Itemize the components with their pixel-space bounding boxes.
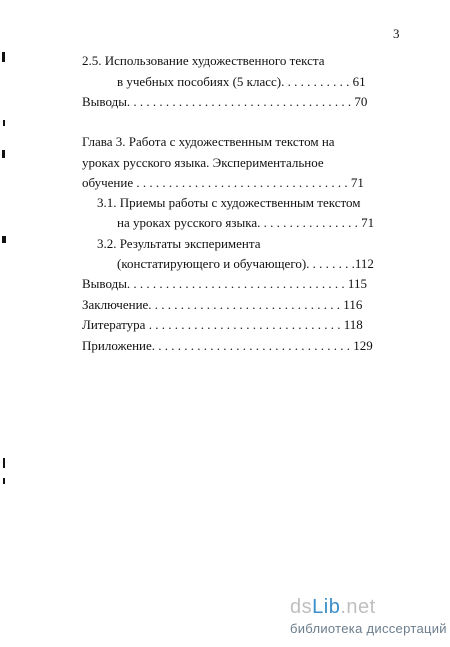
scan-artifact <box>2 236 6 243</box>
toc-entry-2-5-cont: в учебных пособиях (5 класс). . . . . . . . . . . 61 <box>117 74 366 89</box>
dslib-logo: dsLib.net <box>290 596 376 618</box>
scan-artifact <box>2 52 5 62</box>
toc-entry-conclusion: Заключение. . . . . . . . . . . . . . . . . . . . . . . . . . . . . . 116 <box>82 297 363 312</box>
toc-entry-conclusions-ch3: Выводы. . . . . . . . . . . . . . . . . . . . . . . . . . . . . . . . . . 115 <box>82 276 367 291</box>
toc-entry-2-5: 2.5. Использование художественного текста <box>82 53 325 68</box>
toc-entry-chapter-3-end: обучение . . . . . . . . . . . . . . . . . . . . . . . . . . . . . . . . . 71 <box>82 175 364 190</box>
toc-entry-3-2-cont: (констатирующего и обучающего). . . . . . . .112 <box>117 256 374 271</box>
scan-artifact <box>2 150 5 158</box>
toc-entry-3-1-cont: на уроках русского языка. . . . . . . . . . . . . . . . 71 <box>117 215 375 230</box>
dslib-watermark <box>290 596 447 636</box>
toc-entry-references: Литература . . . . . . . . . . . . . . . . . . . . . . . . . . . . . . 118 <box>82 317 363 332</box>
dslib-tagline: библиотека диссертаций <box>290 621 447 636</box>
scan-artifact <box>3 120 5 126</box>
page-number: 3 <box>393 26 400 41</box>
toc-entry-3-1: 3.1. Приемы работы с художественным текстом <box>97 195 361 210</box>
scan-artifact <box>3 458 5 468</box>
toc-entry-conclusions-ch2: Выводы. . . . . . . . . . . . . . . . . . . . . . . . . . . . . . . . . . . 70 <box>82 94 368 109</box>
toc-entry-chapter-3: Глава 3. Работа с художественным текстом на <box>82 134 335 149</box>
scan-artifact <box>3 478 5 484</box>
toc-entry-chapter-3-cont: уроках русского языка. Экспериментальное <box>82 155 324 170</box>
toc-entry-3-2: 3.2. Результаты эксперимента <box>97 236 261 251</box>
toc-entry-appendix: Приложение. . . . . . . . . . . . . . . . . . . . . . . . . . . . . . . 129 <box>82 338 373 353</box>
